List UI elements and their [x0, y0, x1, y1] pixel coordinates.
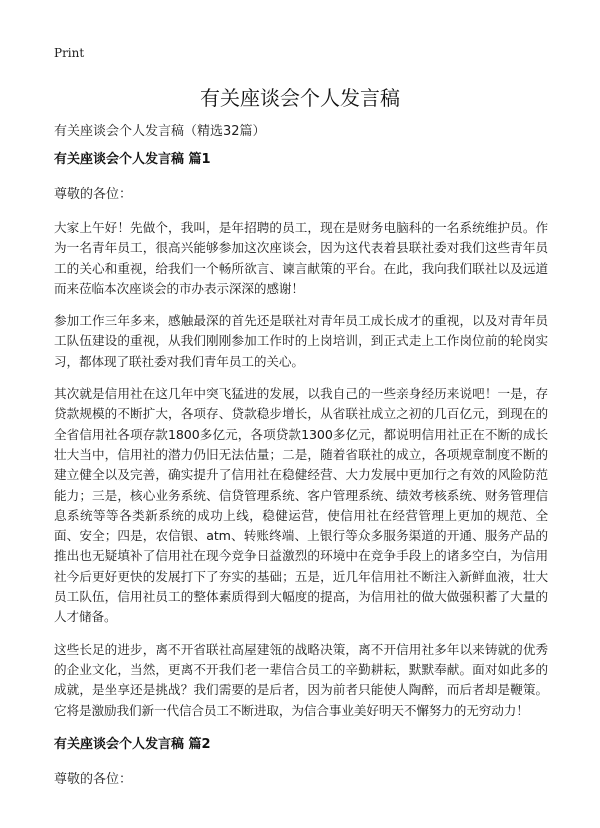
section-2: [54, 733, 548, 787]
document-body: [54, 148, 548, 803]
section-1: [54, 148, 548, 721]
section-heading: 有关座谈会个人发言稿 篇1: [54, 152, 211, 167]
paragraph: 这些长足的进步，离不开省联社高屋建瓴的战略决策，离不开信用社多年以来铸就的优秀的企业文化，当然，更离不开我们老一辈信合员工的辛勤耕耘，默默奉献。面对如此多的成就，是坐享还是挑战？我们需要的是后者，因为前者只能使人陶醉，而后者却是鞭策。它将是激励我们新一代信合员工不断进取，为信合事业美好明天不懈努力的无穷动力！: [54, 641, 548, 718]
print-label: Print: [54, 46, 85, 60]
paragraph: 参加工作三年多来，感触最深的首先还是联社对青年员工成长成才的重视，以及对青年员工队伍建设的重视，从我们刚刚参加工作时的上岗培训，到正式走上工作岗位前的轮岗实习，都体现了联社委对我们青年员工的关心。: [54, 313, 548, 369]
document-title: 有关座谈会个人发言稿: [200, 86, 400, 110]
document-subtitle: 有关座谈会个人发言稿（精选32篇）: [54, 124, 266, 139]
paragraph: 大家上午好！先做个，我叫，是年招聘的员工，现在是财务电脑科的一名系统维护员。作为一名青年员工，很高兴能够参加这次座谈会，因为这代表着县联社委对我们这些青年员工的关心和重视，给我们一个畅所欲言、谏言献策的平台。在此，我向我们联社以及远道而来莅临本次座谈会的市办表示深深的感谢！: [54, 220, 548, 296]
salutation: 尊敬的各位：: [54, 771, 133, 787]
salutation: 尊敬的各位：: [54, 187, 133, 202]
paragraph: 其次就是信用社在这几年中突飞猛进的发展，以我自己的一些亲身经历来说吧！一是，存贷款规模的不断扩大，各项存、贷款稳步增长，从省联社成立之初的几百亿元，到现在的全省信用社各项存款1800多亿元，各项贷款1300多亿元，都说明信用社正在不断的成长壮大当中，信用社的潜力仍旧无法估量；二是，随着省联社的成立，各项规章制度不断的建立健全以及完善，确实提升了信用社在稳健经营、大力发展中更加行之有效的风险防范能力；三是，核心业务系统、信贷管理系统、客户管理系统、绩效考核系统、财务管理信息系统等等各类新系统的成功上线，稳健运营，使信用社在经营管理上更加的规范、全面、安全；四是，农信银、atm、转账终端、上银行等众多服务渠道的开通、服务产品的推出也无疑填补了信用社在现今竞争日益激烈的环境中在竞争手段上的诸多空白，为信用社今后更好更快的发展打下了夯实的基础；五是，近几年信用社不断注入新鲜血液，壮大员工队伍，信用社员工的整体素质得到大幅度的提高，为信用社的做大做强积蓄了大量的人才储备。: [54, 386, 548, 625]
section-heading: 有关座谈会个人发言稿 篇2: [54, 736, 211, 752]
